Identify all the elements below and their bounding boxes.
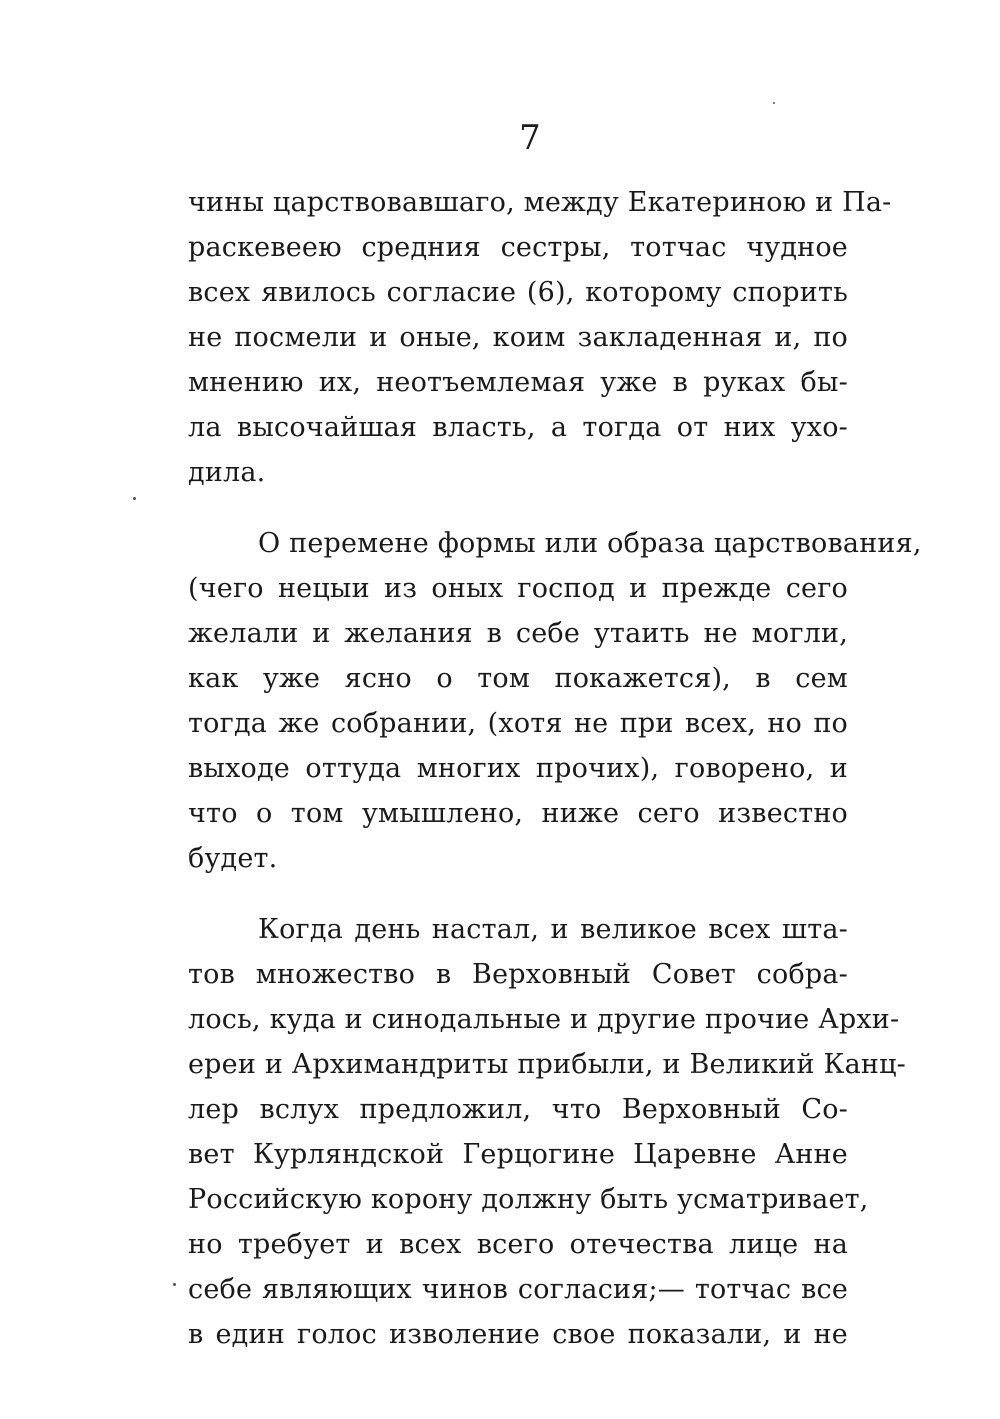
text-line: тов множество в Верховный Совет собра- — [188, 959, 848, 990]
paragraph-gap — [188, 495, 848, 521]
text-line: себе являющих чинов согласия;— тотчас все — [188, 1274, 848, 1305]
text-line: дила. — [188, 457, 266, 488]
text-line: всех явилось согласие (6), которому спорить — [188, 277, 848, 308]
ink-speck — [133, 497, 136, 500]
text-line: но требует и всех всего отечества лице на — [188, 1229, 848, 1260]
text-line: будет. — [188, 843, 278, 874]
text-line: что о том умышлено, ниже сего известно — [188, 798, 848, 829]
paragraph-gap — [188, 881, 848, 907]
text-line: лер вслух предложил, что Верховный Со- — [188, 1094, 848, 1125]
text-line: Российскую корону должну быть усматривает, — [188, 1184, 869, 1215]
text-line: в един голос изволение свое показали, и не — [188, 1319, 848, 1350]
text-line: (чего нецыи из оных господ и прежде сего — [188, 573, 848, 604]
text-line: чины царствовавшаго, между Екатериною и Па- — [188, 187, 892, 218]
ink-speck — [173, 1283, 176, 1286]
text-line: Когда день настал, и великое всех шта- — [258, 914, 848, 945]
text-line: как уже ясно о том покажется), в сем — [188, 663, 848, 694]
text-line: О перемене формы или образа царствования, — [258, 528, 922, 559]
ink-speck — [773, 102, 775, 104]
paragraph-3 — [188, 907, 906, 1357]
text-line: ереи и Архимандриты прибыли, и Великий Канц- — [188, 1049, 906, 1080]
page-number: 7 — [519, 118, 541, 158]
text-line: тогда же собрании, (хотя не при всех, но по — [188, 708, 848, 739]
text-line: мнению их, неотъемлемая уже в руках бы- — [188, 367, 848, 398]
text-line: ла высочайшая власть, а тогда от них ухо- — [188, 412, 848, 443]
text-line: желали и желания в себе утаить не могли, — [188, 618, 848, 649]
text-line: вет Курляндской Герцогине Царевне Анне — [188, 1139, 848, 1170]
text-line: раскевеею средния сестры, тотчас чудное — [188, 232, 848, 263]
paragraph-1 — [188, 180, 892, 495]
paragraph-2 — [188, 521, 922, 881]
text-line: выходе оттуда многих прочих), говорено, и — [188, 753, 848, 784]
text-line: лось, куда и синодальные и другие прочие Архи- — [188, 1004, 900, 1035]
body-text — [188, 180, 922, 1357]
text-line: не посмели и оные, коим закладенная и, по — [188, 322, 848, 353]
